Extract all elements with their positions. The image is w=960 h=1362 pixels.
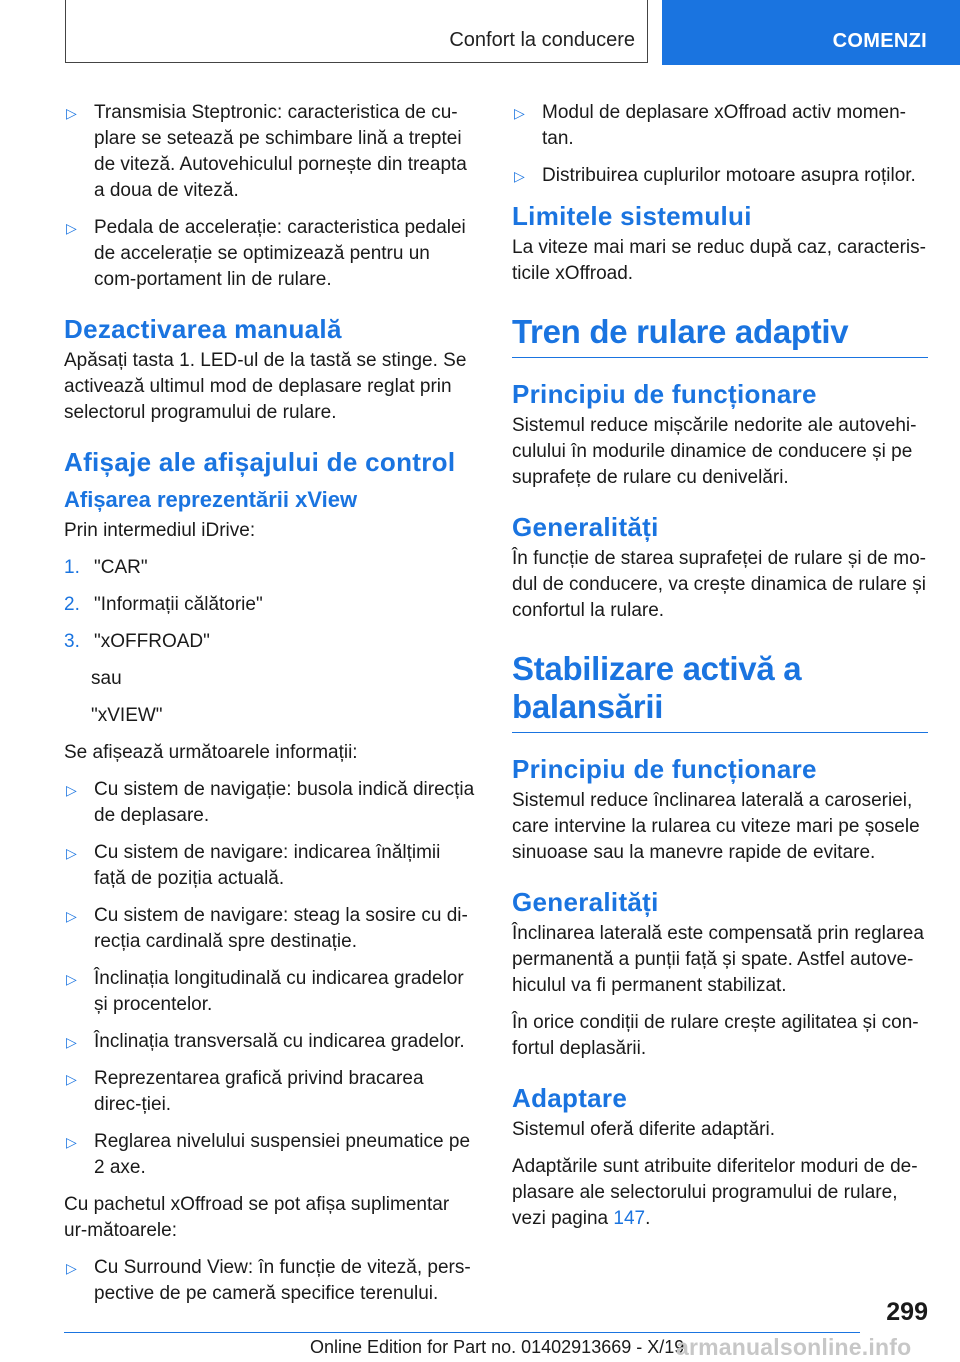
left-column bbox=[64, 100, 476, 1318]
bullet-triangle-icon: ▷ bbox=[514, 105, 525, 121]
list-item: ▷ Transmisia Steptronic: caracteristica de cu-plare se setează pe schimbare lină a treptei de viteză. Autovehiculul pornește din treapta a doua de viteză. bbox=[66, 102, 467, 201]
step-number: 3. bbox=[64, 631, 80, 652]
paragraph: Sistemul reduce înclinarea laterală a caroseriei, care intervine la rularea cu viteze mari pe șosele sinuoase sau la manevre rapide de evitare. bbox=[512, 790, 920, 863]
step-item: 2. "Informații călătorie" bbox=[64, 592, 476, 618]
paragraph: Sistemul reduce mișcările nedorite ale autovehi-culului în modurile dinamice de conducere și pe suprafețe de rulare cu denivelări. bbox=[512, 415, 917, 488]
heading-generalitati-2: Generalități bbox=[512, 887, 659, 917]
bullet-triangle-icon: ▷ bbox=[66, 782, 77, 798]
list-item: ▷ Reprezentarea grafică privind bracarea direc-ției. bbox=[66, 1068, 424, 1115]
list-item: ▷ Reglarea nivelului suspensiei pneumatice pe 2 axe. bbox=[66, 1131, 471, 1178]
list-item: ▷ Pedala de accelerație: caracteristica pedalei de accelerație se optimizează pentru un com-portament lin de rulare. bbox=[66, 217, 466, 290]
page-reference-link[interactable]: 147 bbox=[613, 1208, 646, 1229]
heading-generalitati-1: Generalități bbox=[512, 512, 659, 542]
list-item: ▷ Cu sistem de navigație: busola indică direcția de deplasare. bbox=[66, 779, 475, 826]
paragraph: În orice condiții de rulare crește agilitatea și con-fortul deplasării. bbox=[512, 1012, 919, 1059]
bullet-triangle-icon: ▷ bbox=[66, 908, 77, 924]
list-item: ▷ Modul de deplasare xOffroad activ momen-tan. bbox=[514, 102, 906, 149]
bullet-triangle-icon: ▷ bbox=[66, 845, 77, 861]
bullet-triangle-icon: ▷ bbox=[66, 1071, 77, 1087]
bullet-triangle-icon: ▷ bbox=[66, 105, 77, 121]
heading-limitele: Limitele sistemului bbox=[512, 201, 752, 231]
list-item: ▷ Distribuirea cuplurilor motoare asupra roților. bbox=[512, 163, 928, 189]
step-number: 2. bbox=[64, 594, 80, 615]
list-item: ▷ Cu sistem de navigare: steag la sosire cu di-recția cardinală spre destinație. bbox=[66, 905, 468, 952]
paragraph: Apăsați tasta 1. LED-ul de la tastă se stinge. Se activează ultimul mod de deplasare reglat prin selectorul programului de rulare. bbox=[64, 350, 467, 423]
section-title-tren: Tren de rulare adaptiv bbox=[512, 313, 928, 358]
chapter-tab[interactable] bbox=[662, 0, 960, 65]
bullet-triangle-icon: ▷ bbox=[66, 1034, 77, 1050]
bullet-triangle-icon: ▷ bbox=[66, 1134, 77, 1150]
heading-adaptare: Adaptare bbox=[512, 1083, 628, 1113]
list-item: ▷ Înclinația longitudinală cu indicarea gradelor și procentelor. bbox=[66, 968, 464, 1015]
paragraph: Înclinarea laterală este compensată prin reglarea permanentă a punții față și spate. Astfel autove-hiculul va fi permanent stabilizat. bbox=[512, 923, 924, 996]
watermark: armanualsonline.info bbox=[676, 1334, 912, 1360]
chapter-tab-label: COMENZI bbox=[832, 30, 927, 52]
paragraph-with-link: Adaptările sunt atribuite diferitelor moduri de de-plasare ale selectorului programului de rulare, vezi pagina 147. bbox=[512, 1156, 918, 1229]
list-item: ▷ Înclinația transversală cu indicarea gradelor. bbox=[64, 1029, 476, 1055]
right-column bbox=[512, 100, 928, 1243]
heading-afisaje: Afișaje ale afișajului de control bbox=[64, 447, 456, 477]
heading-dezactivare: Dezactivarea manuală bbox=[64, 314, 342, 344]
section-title-stabilizare: Stabilizare activă a balansării bbox=[512, 650, 928, 733]
section-title-box bbox=[65, 0, 648, 63]
bullet-triangle-icon: ▷ bbox=[514, 168, 525, 184]
paragraph: La viteze mai mari se reduc după caz, caracteris-ticile xOffroad. bbox=[512, 237, 926, 284]
page-number: 299 bbox=[886, 1298, 928, 1326]
footer-divider bbox=[64, 1332, 860, 1333]
bullet-triangle-icon: ▷ bbox=[66, 220, 77, 236]
paragraph: În funcție de starea suprafeței de rulare și de mo-dul de conducere, va crește dinamica de rulare și confortul la rulare. bbox=[512, 548, 927, 621]
page-header bbox=[0, 0, 960, 66]
list-item: ▷ Cu Surround View: în funcție de viteză, pers-pective de pe cameră specifice terenului. bbox=[66, 1257, 471, 1304]
section-title: Confort la conducere bbox=[449, 29, 635, 51]
step-alt-value: "xVIEW" bbox=[91, 705, 163, 726]
heading-principiu-1: Principiu de funcționare bbox=[512, 379, 817, 409]
bullet-triangle-icon: ▷ bbox=[66, 971, 77, 987]
subheading-xview: Afișarea reprezentării xView bbox=[64, 487, 358, 512]
step-alt-text: sau bbox=[91, 668, 122, 689]
paragraph: Prin intermediul iDrive: bbox=[64, 520, 256, 541]
list-item: ▷ Cu sistem de navigare: indicarea înălțimii față de poziția actuală. bbox=[66, 842, 441, 889]
bullet-triangle-icon: ▷ bbox=[66, 1260, 77, 1276]
step-item: 1. "CAR" bbox=[64, 555, 476, 581]
heading-principiu-2: Principiu de funcționare bbox=[512, 754, 817, 784]
paragraph: Se afișează următoarele informații: bbox=[64, 742, 358, 763]
paragraph: Cu pachetul xOffroad se pot afișa suplimentar ur-mătoarele: bbox=[64, 1194, 450, 1241]
step-item: 3. "xOFFROAD" bbox=[64, 629, 476, 655]
footer-edition: Online Edition for Part no. 01402913669 - X/19 bbox=[310, 1337, 685, 1357]
step-number: 1. bbox=[64, 557, 80, 578]
paragraph: Sistemul oferă diferite adaptări. bbox=[512, 1119, 775, 1140]
